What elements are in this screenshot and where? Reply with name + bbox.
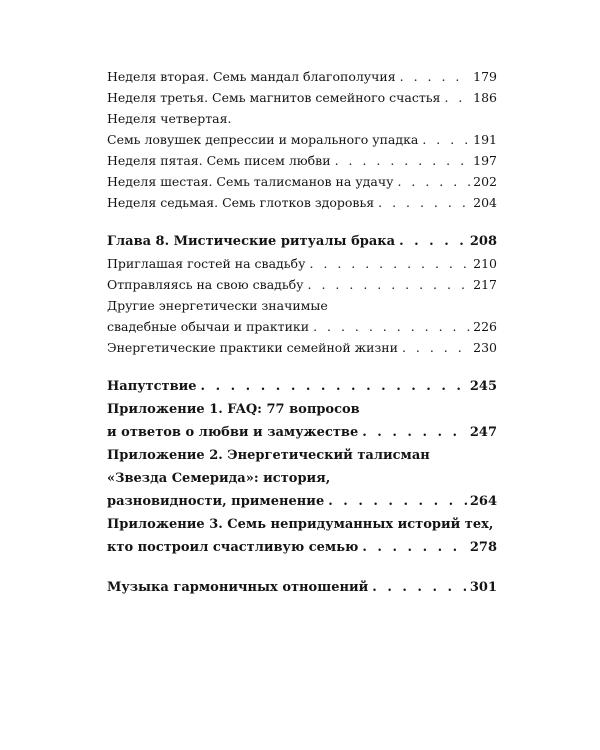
toc-entry-line (107, 150, 497, 171)
toc-chapter-entry[interactable] (107, 398, 497, 444)
page-number: 204 (473, 195, 497, 210)
toc-entry-title: Неделя седьмая. Семь глотков здоровья (107, 195, 375, 210)
dot-leader (444, 87, 470, 108)
dot-leader (308, 274, 471, 295)
dot-leader (399, 230, 467, 253)
toc-entry-title: Неделя пятая. Семь писем любви (107, 153, 331, 168)
page-number: 245 (469, 379, 497, 394)
toc-chapter-entry[interactable] (107, 444, 497, 513)
toc-entry-line (107, 66, 497, 87)
toc-entry[interactable] (107, 87, 497, 108)
toc-entry-title: разновидности, применение (107, 494, 325, 509)
page-number: 247 (469, 425, 497, 440)
dot-leader (402, 337, 470, 358)
toc-entry[interactable] (107, 295, 497, 337)
toc-entry-line (107, 295, 497, 316)
toc-entry-title: Приглашая гостей на свадьбу (107, 256, 306, 271)
page-number: 208 (469, 234, 497, 249)
toc-entry-line (107, 87, 497, 108)
toc-entry[interactable] (107, 171, 497, 192)
toc-entry[interactable] (107, 274, 497, 295)
toc-entry-line (107, 274, 497, 295)
toc-entry[interactable] (107, 337, 497, 358)
toc-entry-title: Глава 8. Мистические ритуалы брака (107, 234, 396, 249)
toc-entry-title: Другие энергетически значимые (107, 298, 328, 313)
toc-entry-title: и ответов о любви и замужестве (107, 425, 359, 440)
toc-entry-line (107, 398, 497, 421)
page-number: 191 (473, 132, 497, 147)
toc-entry-line (107, 576, 497, 599)
toc-entry-line (107, 171, 497, 192)
toc-section (107, 375, 497, 559)
dot-leader (309, 253, 470, 274)
toc-entry-line (107, 536, 497, 559)
page-number: 210 (473, 256, 497, 271)
toc-entry-title: «Звезда Семерида»: история, (107, 471, 331, 486)
toc-chapter-entry[interactable] (107, 576, 497, 599)
toc-chapter-entry[interactable] (107, 375, 497, 398)
toc-chapter-entry[interactable] (107, 230, 497, 253)
page-number: 226 (473, 319, 497, 334)
dot-leader (362, 421, 467, 444)
toc-chapter-entry[interactable] (107, 513, 497, 559)
toc-entry-line (107, 375, 497, 398)
toc-entry[interactable] (107, 253, 497, 274)
toc-entry[interactable] (107, 108, 497, 150)
toc-entry-line (107, 108, 497, 129)
toc-entry-title: Приложение 2. Энергетический талисман (107, 448, 430, 463)
dot-leader (378, 192, 470, 213)
page-number: 179 (473, 69, 497, 84)
dot-leader (422, 129, 470, 150)
page-number: 264 (469, 494, 497, 509)
toc-entry-line (107, 129, 497, 150)
toc-entry-line (107, 490, 497, 513)
toc-entry-title: Семь ловушек депрессии и морального упадка (107, 132, 419, 147)
toc-entry[interactable] (107, 66, 497, 87)
page-number: 217 (473, 277, 497, 292)
toc-entry-line (107, 467, 497, 490)
table-of-contents (107, 66, 497, 599)
toc-section (107, 230, 497, 358)
toc-entry-title: Энергетические практики семейной жизни (107, 340, 398, 355)
section-spacer (107, 358, 497, 375)
toc-entry-line (107, 253, 497, 274)
dot-leader (400, 66, 471, 87)
toc-entry-title: Неделя вторая. Семь мандал благополучия (107, 69, 396, 84)
toc-entry-title: Неделя четвертая. (107, 111, 232, 126)
toc-entry-title: свадебные обычаи и практики (107, 319, 310, 334)
dot-leader (201, 375, 467, 398)
page-number: 202 (473, 174, 497, 189)
dot-leader (335, 150, 471, 171)
toc-entry-title: кто построил счастливую семью (107, 540, 359, 555)
page-number: 186 (473, 90, 497, 105)
toc-entry-title: Музыка гармоничных отношений (107, 580, 369, 595)
toc-entry-line (107, 444, 497, 467)
toc-entry-line (107, 421, 497, 444)
toc-entry-title: Неделя третья. Семь магнитов семейного счастья (107, 90, 441, 105)
page-number: 230 (473, 340, 497, 355)
section-spacer (107, 559, 497, 576)
page-number: 197 (473, 153, 497, 168)
toc-entry-title: Неделя шестая. Семь талисманов на удачу (107, 174, 394, 189)
page-number: 301 (469, 580, 497, 595)
dot-leader (362, 536, 466, 559)
page-number: 278 (469, 540, 497, 555)
toc-entry-line (107, 513, 497, 536)
toc-entry-line (107, 192, 497, 213)
dot-leader (328, 490, 467, 513)
toc-section (107, 576, 497, 599)
dot-leader (372, 576, 467, 599)
section-spacer (107, 213, 497, 230)
toc-entry-title: Отправляясь на свою свадьбу (107, 277, 304, 292)
toc-entry[interactable] (107, 192, 497, 213)
toc-entry[interactable] (107, 150, 497, 171)
toc-section (107, 66, 497, 213)
toc-entry-title: Приложение 1. FAQ: 77 вопросов (107, 402, 360, 417)
toc-entry-title: Напутствие (107, 379, 197, 394)
dot-leader (397, 171, 470, 192)
dot-leader (313, 316, 470, 337)
toc-entry-line (107, 230, 497, 253)
toc-entry-line (107, 337, 497, 358)
toc-entry-line (107, 316, 497, 337)
toc-entry-title: Приложение 3. Семь непридуманных историй тех, (107, 517, 494, 532)
